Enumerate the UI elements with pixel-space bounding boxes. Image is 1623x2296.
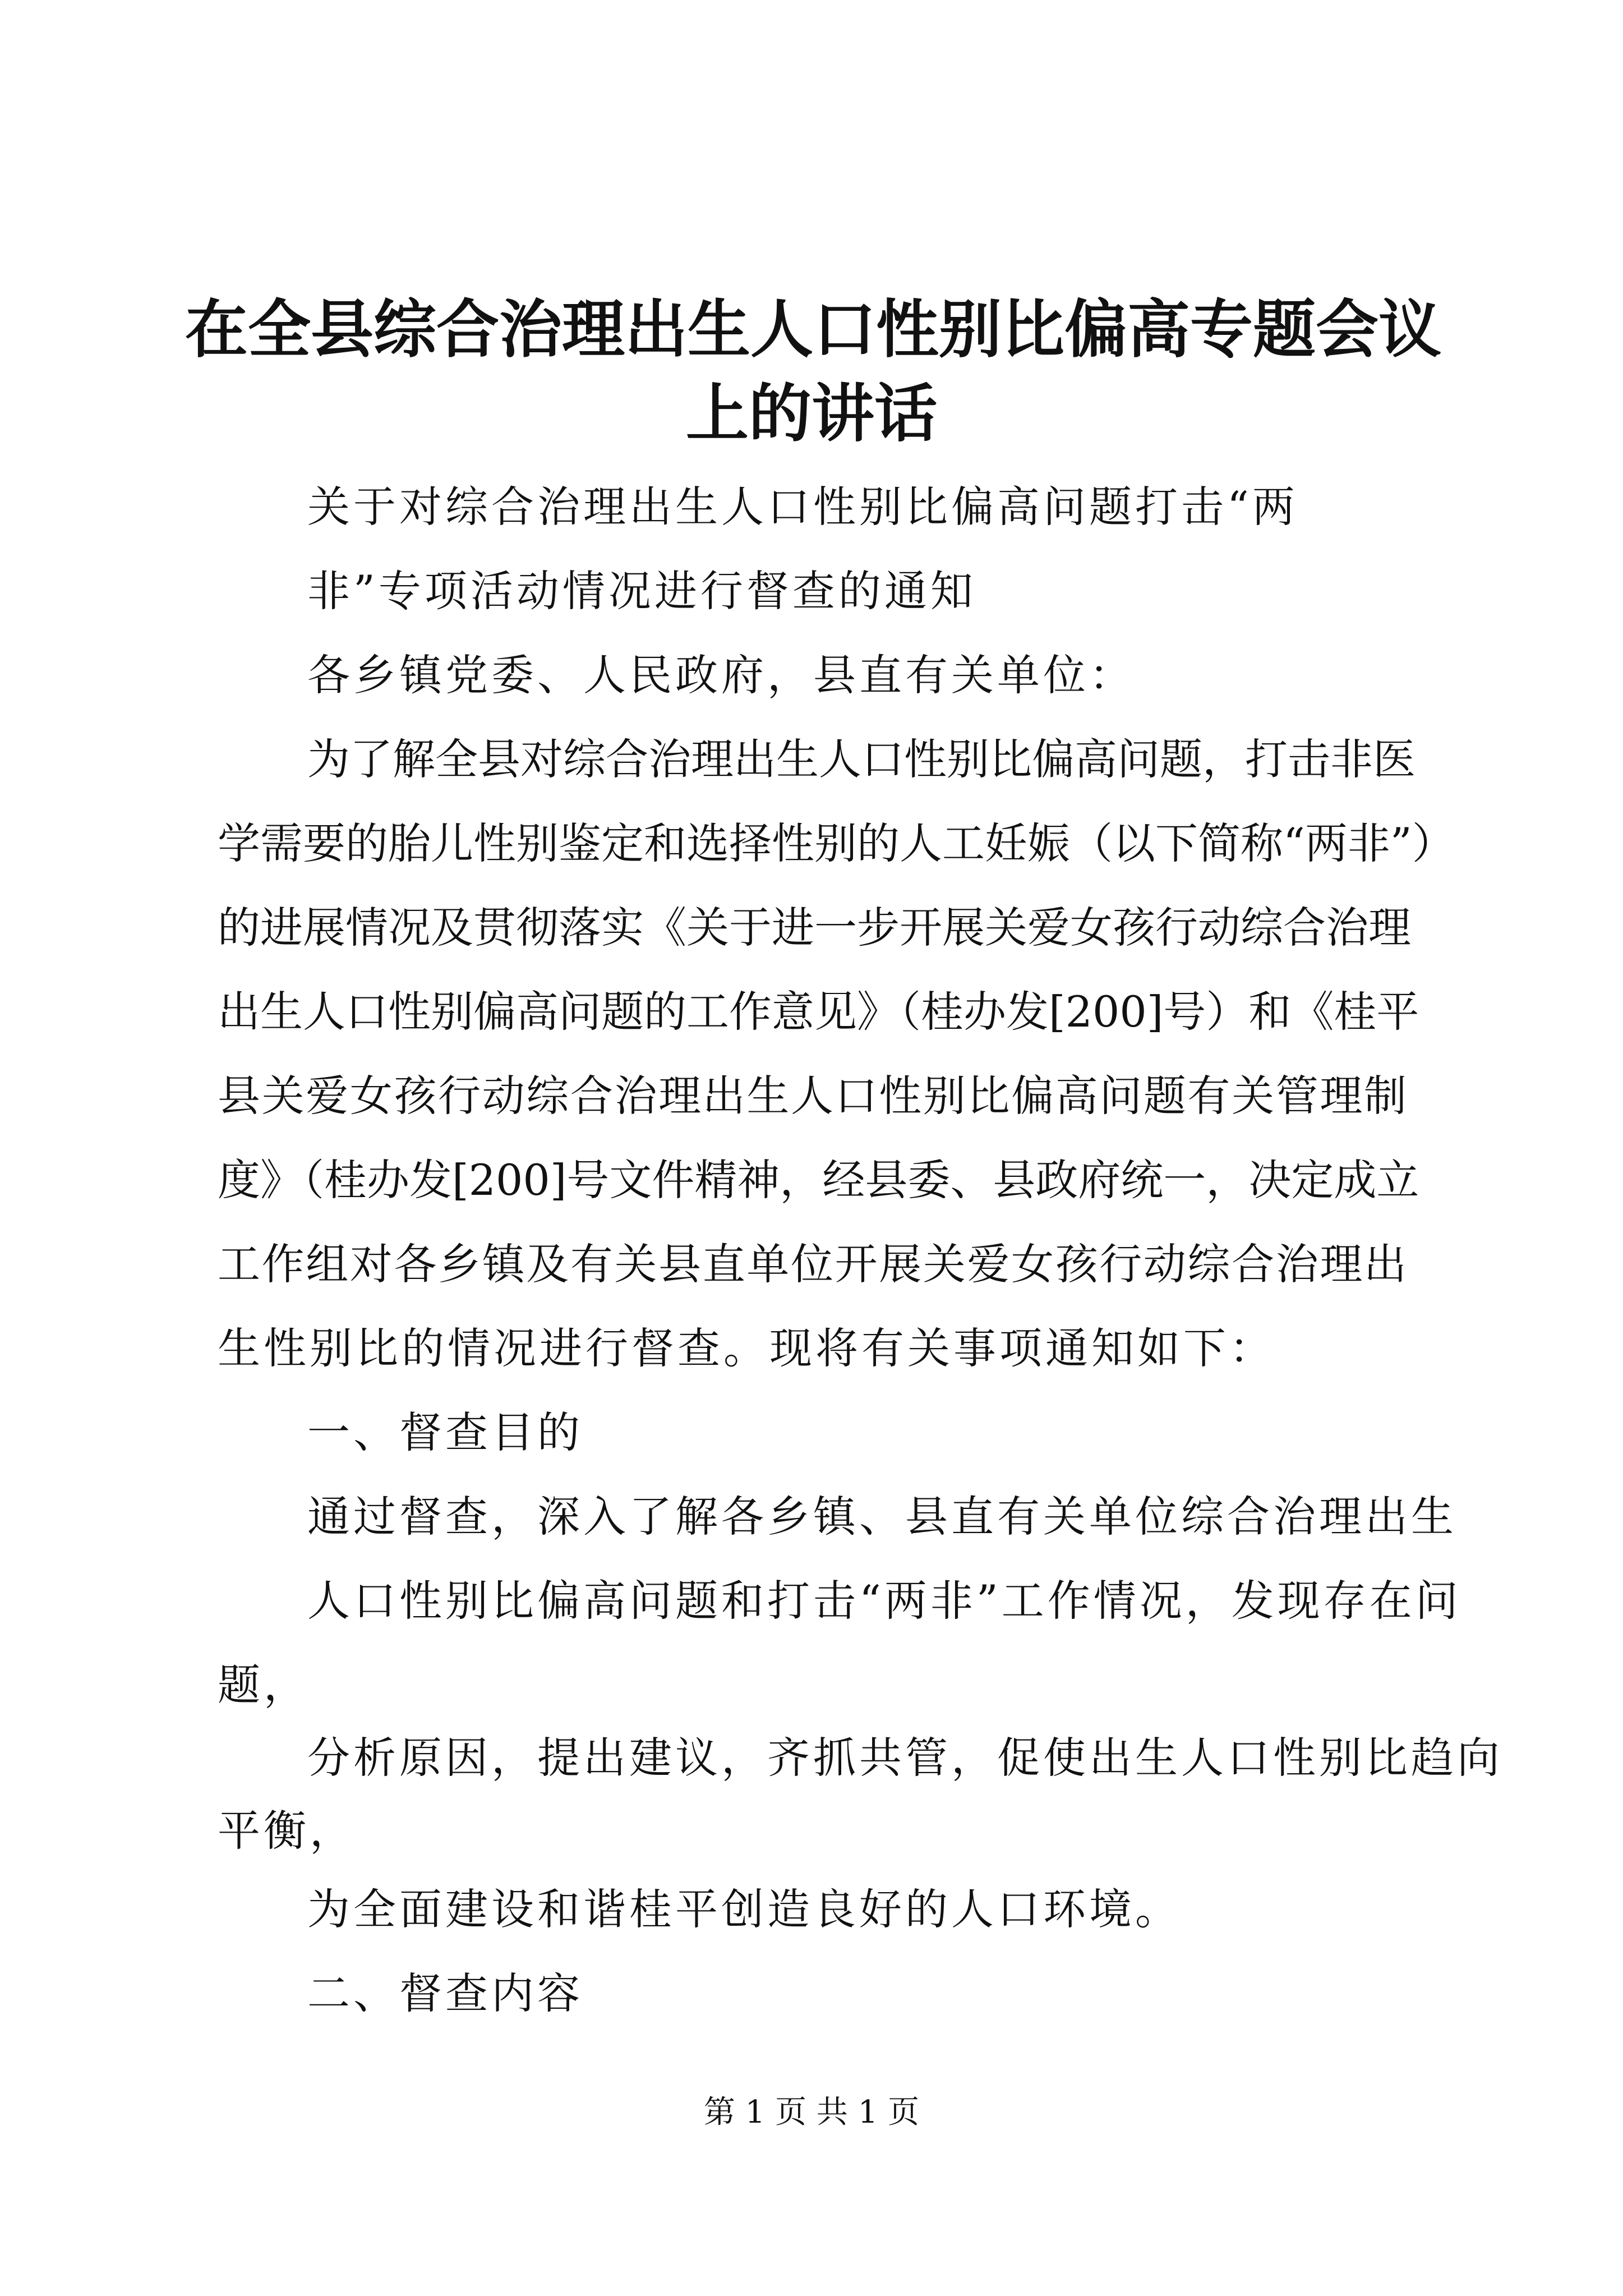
body-line-5: 学需要的胎儿性别鉴定和选择性别的人工妊娠（以下简称“两非”） [218, 818, 1455, 868]
section-heading-1: 一、督查目的 [307, 1407, 583, 1457]
body-line-17: 平衡， [218, 1806, 356, 1856]
body-line-9: 度》（桂办发[200]号文件精神，经县委、县政府统一，决定成立 [218, 1155, 1419, 1205]
body-line-14: 人口性别比偏高问题和打击“两非”工作情况，发现存在问 [307, 1576, 1461, 1626]
body-line-3: 各乡镇党委、人民政府，县直有关单位： [307, 650, 1135, 700]
body-line-8: 县关爱女孩行动综合治理出生人口性别比偏高问题有关管理制 [218, 1071, 1407, 1121]
body-line-4: 为了解全县对综合治理出生人口性别比偏高问题，打击非医 [307, 734, 1415, 784]
body-line-2: 非”专项活动情况进行督查的通知 [307, 566, 976, 616]
document-title-line-1: 在全县综合治理出生人口性别比偏高专题会议 [185, 293, 1441, 366]
body-line-13: 通过督查，深入了解各乡镇、县直有关单位综合治理出生 [307, 1492, 1457, 1542]
page-footer: 第 1 页 共 1 页 [703, 2094, 920, 2131]
section-heading-2: 二、督查内容 [307, 1968, 583, 2018]
body-line-18: 为全面建设和谐桂平创造良好的人口环境。 [307, 1884, 1181, 1934]
body-line-15: 题， [218, 1660, 310, 1710]
body-line-10: 工作组对各乡镇及有关县直单位开展关爱女孩行动综合治理出 [218, 1239, 1407, 1289]
body-line-16: 分析原因，提出建议，齐抓共管，促使出生人口性别比趋向 [307, 1733, 1503, 1783]
body-line-7: 出生人口性别偏高问题的工作意见》（桂办发[200]号）和《桂平 [218, 987, 1419, 1037]
body-line-1: 关于对综合治理出生人口性别比偏高问题打击“两 [307, 482, 1298, 532]
document-title-line-2: 上的讲话 [686, 377, 937, 450]
body-line-11: 生性别比的情况进行督查。现将有关事项通知如下： [218, 1323, 1275, 1373]
body-line-6: 的进展情况及贯彻落实《关于进一步开展关爱女孩行动综合治理 [218, 903, 1411, 953]
